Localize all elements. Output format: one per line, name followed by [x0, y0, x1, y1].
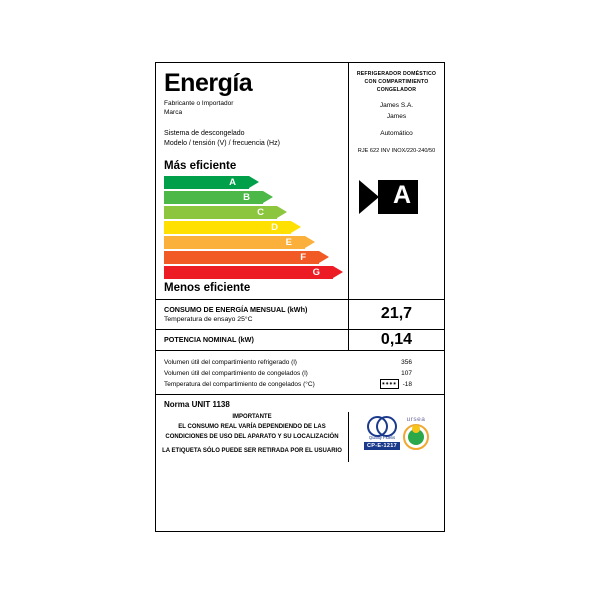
- rating-arrow: [359, 180, 431, 214]
- footer-text: [156, 412, 348, 462]
- fridge-volume-label: Volumen útil del compartimiento refrigerado (l): [164, 359, 297, 367]
- rating-letter: A: [392, 181, 412, 209]
- efficiency-bar-row: [164, 191, 348, 204]
- efficiency-bar-c-label: C: [257, 206, 264, 218]
- efficiency-bar-g: [164, 266, 333, 279]
- agency-seal-icon: [403, 424, 429, 450]
- efficiency-bar-a: [164, 176, 249, 189]
- appliance-type-line-1: REFRIGERADOR DOMÉSTICO: [356, 71, 437, 77]
- agency-name: ursea: [406, 416, 426, 424]
- most-efficient-label: Más eficiente: [164, 159, 237, 172]
- important-text-1: EL CONSUMO REAL VARÍA DEPENDIENDO DE LAS CONDICIONES DE USO DEL APARATO Y SU LOCALIZACIÓN: [165, 424, 339, 440]
- quality-rings-icon: [367, 416, 397, 434]
- efficiency-bar-row: [164, 266, 348, 279]
- model-label: Modelo / tensión (V) / frecuencia (Hz): [164, 140, 280, 148]
- freezer-temp-value-cell: [340, 379, 438, 390]
- quality-logo: [364, 416, 400, 450]
- efficiency-bar-c: [164, 206, 277, 219]
- efficiency-bar-b: [164, 191, 263, 204]
- manufacturer-label: Fabricante o Importador: [164, 100, 234, 107]
- rating-panel: [348, 156, 444, 299]
- efficiency-bar-row: [164, 176, 348, 189]
- brand-label: Marca: [164, 109, 183, 117]
- freezer-volume-label: Volumen útil del compartimiento de congelados (l): [164, 370, 308, 378]
- header-right: [348, 63, 444, 156]
- defrost-label: Sistema de descongelado: [164, 129, 245, 137]
- footer-logos: [348, 412, 444, 462]
- power-row: [156, 330, 444, 350]
- consumption-value: 21,7: [380, 305, 413, 323]
- efficiency-bar-f-label: F: [300, 251, 306, 263]
- efficiency-bar-row: [164, 251, 348, 264]
- volume-row: [156, 379, 444, 390]
- power-label: POTENCIA NOMINAL (kW): [164, 335, 254, 345]
- efficiency-bar-e: [164, 236, 305, 249]
- label-header: [156, 63, 444, 156]
- volume-row: [156, 357, 444, 368]
- consumption-value-cell: [348, 300, 444, 330]
- appliance-type-line-3: CONGELADOR: [376, 86, 417, 93]
- consumption-labels: [156, 300, 348, 330]
- norm-label: Norma UNIT 1138: [164, 400, 230, 410]
- efficiency-bar-f: [164, 251, 319, 264]
- important-text-2: LA ETIQUETA SÓLO PUEDE SER RETIRADA POR EL USUARIO: [162, 447, 342, 454]
- efficiency-bar-row: [164, 221, 348, 234]
- brand-value: James: [386, 112, 407, 120]
- footer: [156, 412, 444, 462]
- efficiency-bar-g-label: G: [312, 266, 320, 278]
- power-value-cell: [348, 330, 444, 350]
- logo-group: [351, 416, 442, 450]
- efficiency-bar-row: [164, 206, 348, 219]
- fridge-volume-value: 356: [401, 359, 412, 367]
- important-title: IMPORTANTE: [232, 414, 272, 421]
- volume-row: [156, 368, 444, 379]
- header-left: [156, 63, 348, 156]
- efficiency-bar-b-label: B: [243, 191, 250, 203]
- rating-arrow-tip-icon: [359, 180, 379, 214]
- agency-logo: [403, 416, 429, 450]
- certificate-code: CP-E-1217: [364, 442, 400, 450]
- efficiency-bar-d: [164, 221, 291, 234]
- efficiency-bar-e-label: E: [285, 236, 292, 248]
- efficiency-bar-d-label: D: [271, 221, 278, 233]
- volume-section: [156, 351, 444, 394]
- model-value: RJE 622 INV INOX/220-240/50: [357, 147, 436, 154]
- freezer-star-rating-icon: ✷✷✷✷: [380, 379, 399, 389]
- defrost-value: Automático: [380, 130, 413, 138]
- efficiency-scale: [156, 156, 348, 299]
- quality-label: Quality Fidelis: [368, 435, 396, 441]
- efficiency-section: [156, 156, 444, 299]
- freezer-temp-label: Temperatura del compartimiento de congelados (°C): [164, 381, 315, 389]
- ring-right-icon: [376, 416, 397, 437]
- least-efficient-label: Menos eficiente: [164, 281, 251, 294]
- efficiency-bars: [164, 176, 348, 279]
- power-value: 0,14: [380, 331, 413, 349]
- power-labels: [156, 330, 348, 350]
- page-title: Energía: [164, 69, 253, 97]
- freezer-volume-value: 107: [401, 370, 412, 378]
- efficiency-bar-a-label: A: [229, 176, 236, 188]
- appliance-type-line-2: CON COMPARTIMIENTO: [364, 78, 429, 85]
- freezer-temp-value: -18: [402, 381, 412, 389]
- energy-label: [155, 62, 445, 532]
- consumption-sublabel: Temperatura de ensayo 25°C: [164, 315, 253, 323]
- consumption-label: CONSUMO DE ENERGÍA MENSUAL (kWh): [164, 304, 308, 314]
- manufacturer-value: James S.A.: [379, 102, 414, 110]
- consumption-row: [156, 300, 444, 330]
- efficiency-bar-row: [164, 236, 348, 249]
